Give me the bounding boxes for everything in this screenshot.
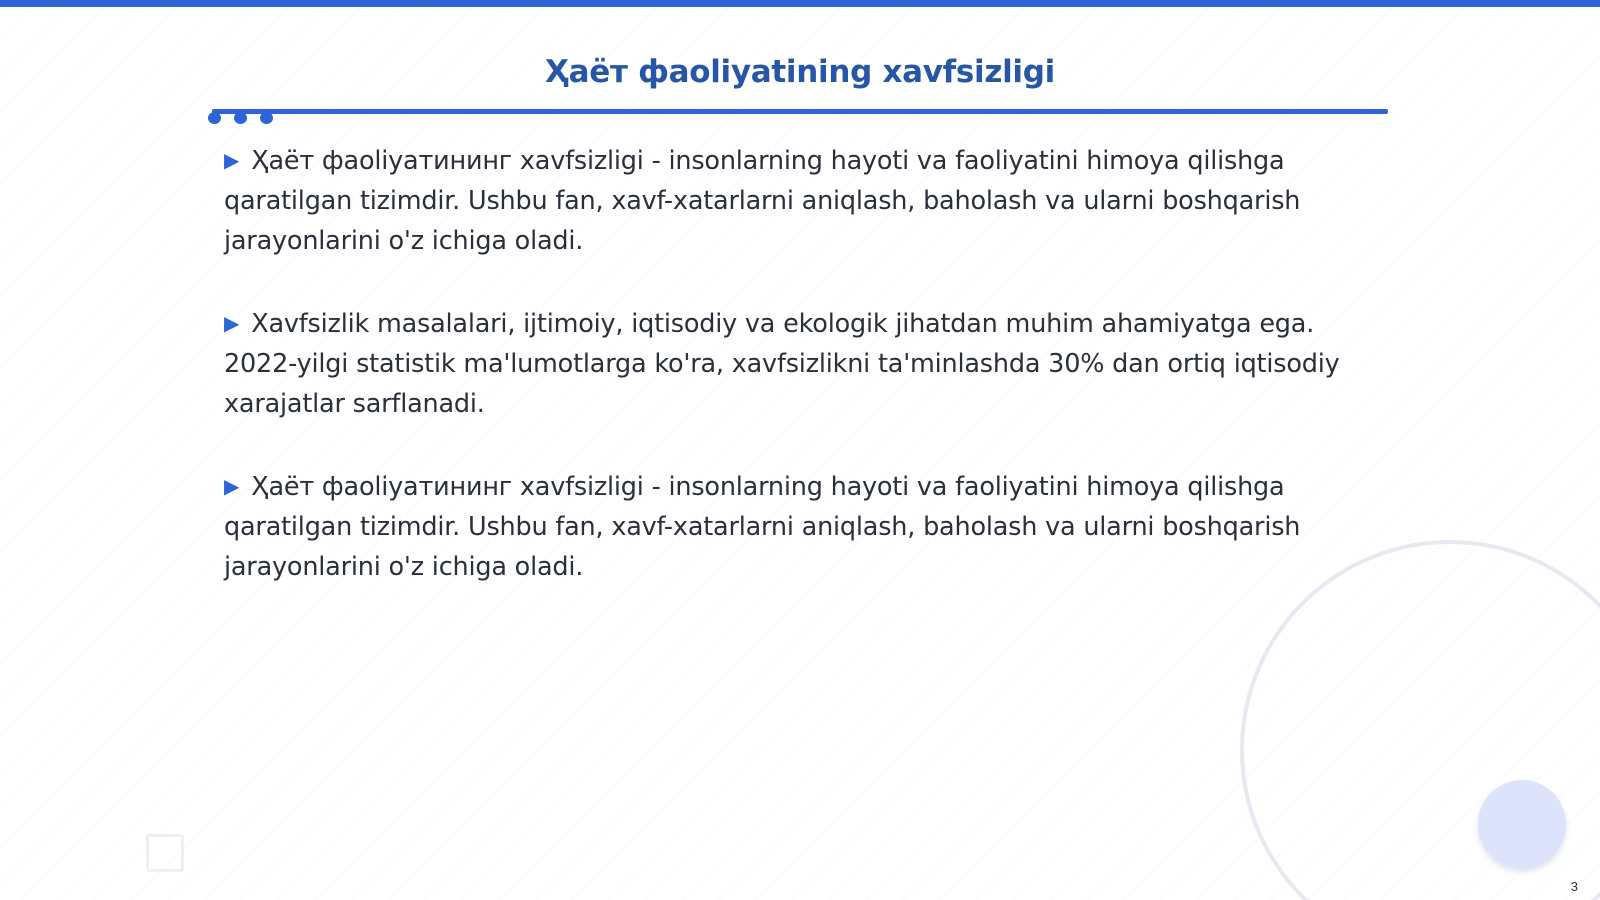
triangle-right-icon: ▶ bbox=[224, 148, 240, 172]
triangle-right-icon: ▶ bbox=[224, 474, 240, 498]
bullet-text: Xavfsizlik masalalari, ijtimoiy, iqtisodiy va ekologik jihatdan muhim ahamiyatga ega. 2022-yilgi statistik ma'lumotlarga ko'ra, xavfsizlikni ta'minlashda 30% dan ortiq iqtisodiy xarajatlar sarflanadi. bbox=[224, 309, 1340, 419]
bullet-item bbox=[224, 140, 1374, 261]
page-number: 3 bbox=[1570, 879, 1578, 894]
slide-title: Ҳаёт фaoliyatining xavfsizligi bbox=[545, 54, 1055, 90]
bullet-text: Ҳаёт фaoliyатининг xavfsizligi - insonlarning hayoti va faoliyatini himoya qilishga qaratilgan tizimdir. Ushbu fan, xavf-xatarlarni aniqlash, baholash va ularni boshqarish jarayonlarini o'z ichiga oladi. bbox=[224, 472, 1301, 582]
bullet-list bbox=[224, 140, 1374, 629]
decorative-dot bbox=[1478, 780, 1566, 868]
decorative-square bbox=[146, 834, 184, 872]
triangle-right-icon: ▶ bbox=[224, 311, 240, 335]
bullet-item bbox=[224, 303, 1374, 424]
underline-dot bbox=[260, 112, 273, 124]
title-underline bbox=[212, 109, 1388, 114]
top-accent-bar bbox=[0, 0, 1600, 7]
underline-dot bbox=[234, 112, 247, 124]
underline-dot bbox=[208, 112, 221, 124]
bullet-text: Ҳаёт фaoliyатининг xavfsizligi - insonlarning hayoti va faoliyatini himoya qilishga qaratilgan tizimdir. Ushbu fan, xavf-xatarlarni aniqlash, baholash va ularni boshqarish jarayonlarini o'z ichiga oladi. bbox=[224, 146, 1301, 256]
bullet-item bbox=[224, 466, 1374, 587]
